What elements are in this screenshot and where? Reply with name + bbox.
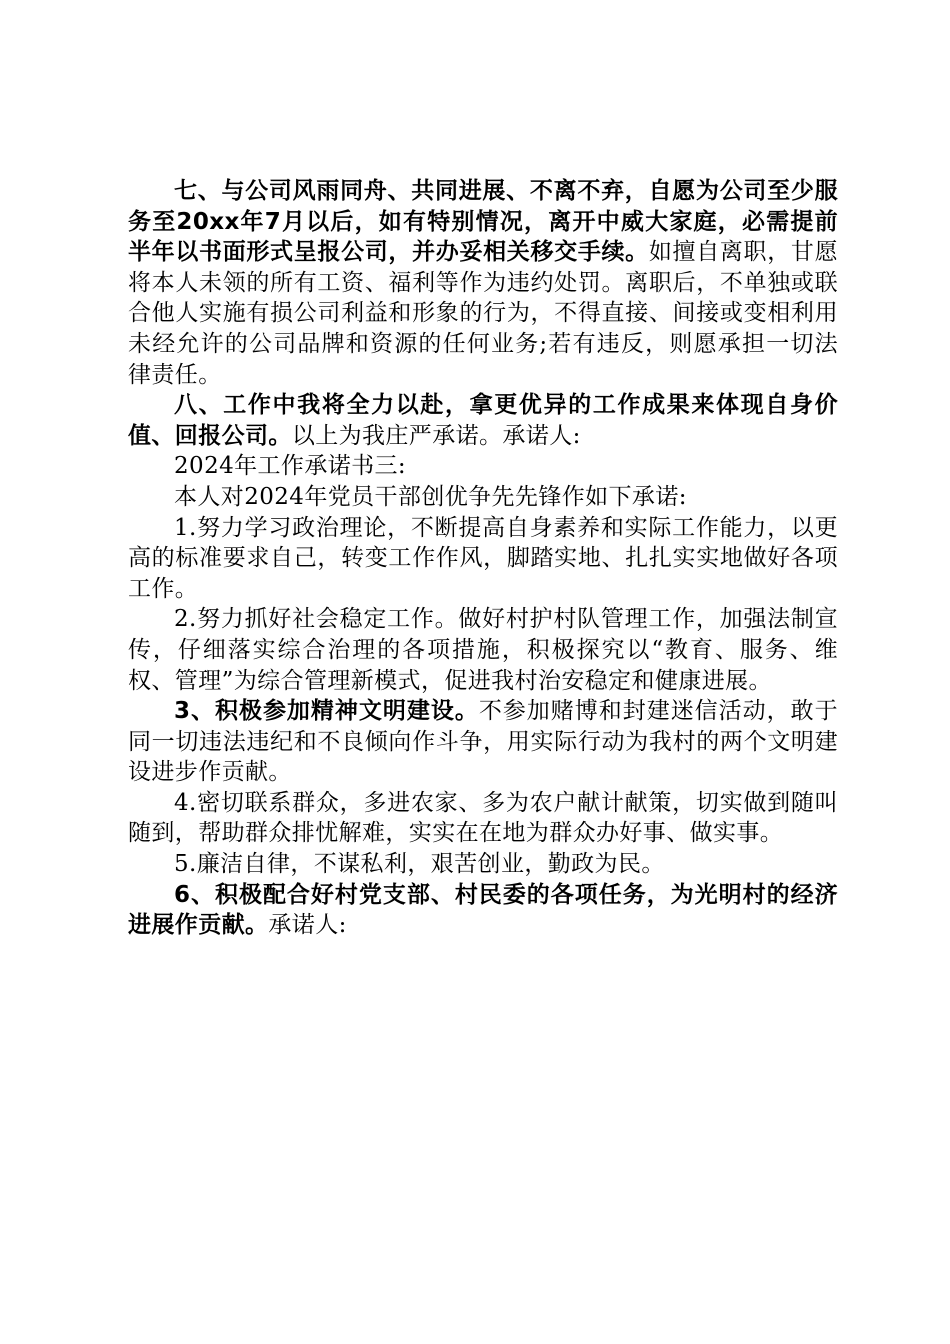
document-body	[128, 176, 838, 941]
list-item-3-bold: 3、积极参加精神文明建设。	[174, 698, 479, 725]
list-item-6-text: 承诺人:	[268, 912, 347, 939]
list-item-1: 1.努力学习政治理论，不断提高自身素养和实际工作能力，以更高的标准要求自己，转变工作作风，脚踏实地、扎扎实实地做好各项工作。	[128, 514, 838, 602]
paragraph-eight	[128, 390, 838, 451]
paragraph-seven-bold: 七、与公司风雨同舟、共同进展、不离不弃，自愿为公司至少服务至20xx年7月以后，如有特别情况，离开中威大家庭，必需提前半年以书面形式呈报公司，并办妥相关移交手续。	[128, 178, 838, 266]
list-item-3-text: 不参加赌博和封建迷信活动，敢于同一切违法违纪和不良倾向作斗争，用实际行动为我村的两个文明建设进步作贡献。	[128, 698, 838, 786]
intro-paragraph: 本人对2024年党员干部创优争先先锋作如下承诺:	[174, 483, 687, 510]
paragraph-eight-bold: 八、工作中我将全力以赴，拿更优异的工作成果来体现自身价值、回报公司。	[128, 392, 838, 449]
list-item-2: 2.努力抓好社会稳定工作。做好村护村队管理工作，加强法制宣传，仔细落实综合治理的各项措施，积极探究以“教育、服务、维权、管理”为综合管理新模式，促进我村治安稳定和健康进展。	[128, 606, 838, 694]
list-item-3	[128, 696, 838, 788]
paragraph-seven	[128, 176, 838, 390]
paragraph-seven-text: 如擅自离职，甘愿将本人未领的所有工资、福利等作为违约处罚。离职后，不单独或联合他人实施有损公司利益和形象的行为，不得直接、间接或变相利用未经允许的公司品牌和资源的任何业务;若有违反，则愿承担一切法律责任。	[128, 239, 838, 388]
list-item-5: 5.廉洁自律，不谋私利，艰苦创业，勤政为民。	[174, 851, 665, 878]
paragraph-eight-text: 以上为我庄严承诺。承诺人:	[291, 422, 581, 449]
section-heading: 2024年工作承诺书三:	[174, 453, 407, 480]
list-item-4: 4.密切联系群众，多进农家、多为农户献计献策，切实做到随叫随到，帮助群众排忧解难，实实在在地为群众办好事、做实事。	[128, 789, 838, 847]
list-item-6-bold: 6、积极配合好村党支部、村民委的各项任务，为光明村的经济进展作贡献。	[128, 881, 838, 939]
list-item-6	[128, 880, 838, 941]
